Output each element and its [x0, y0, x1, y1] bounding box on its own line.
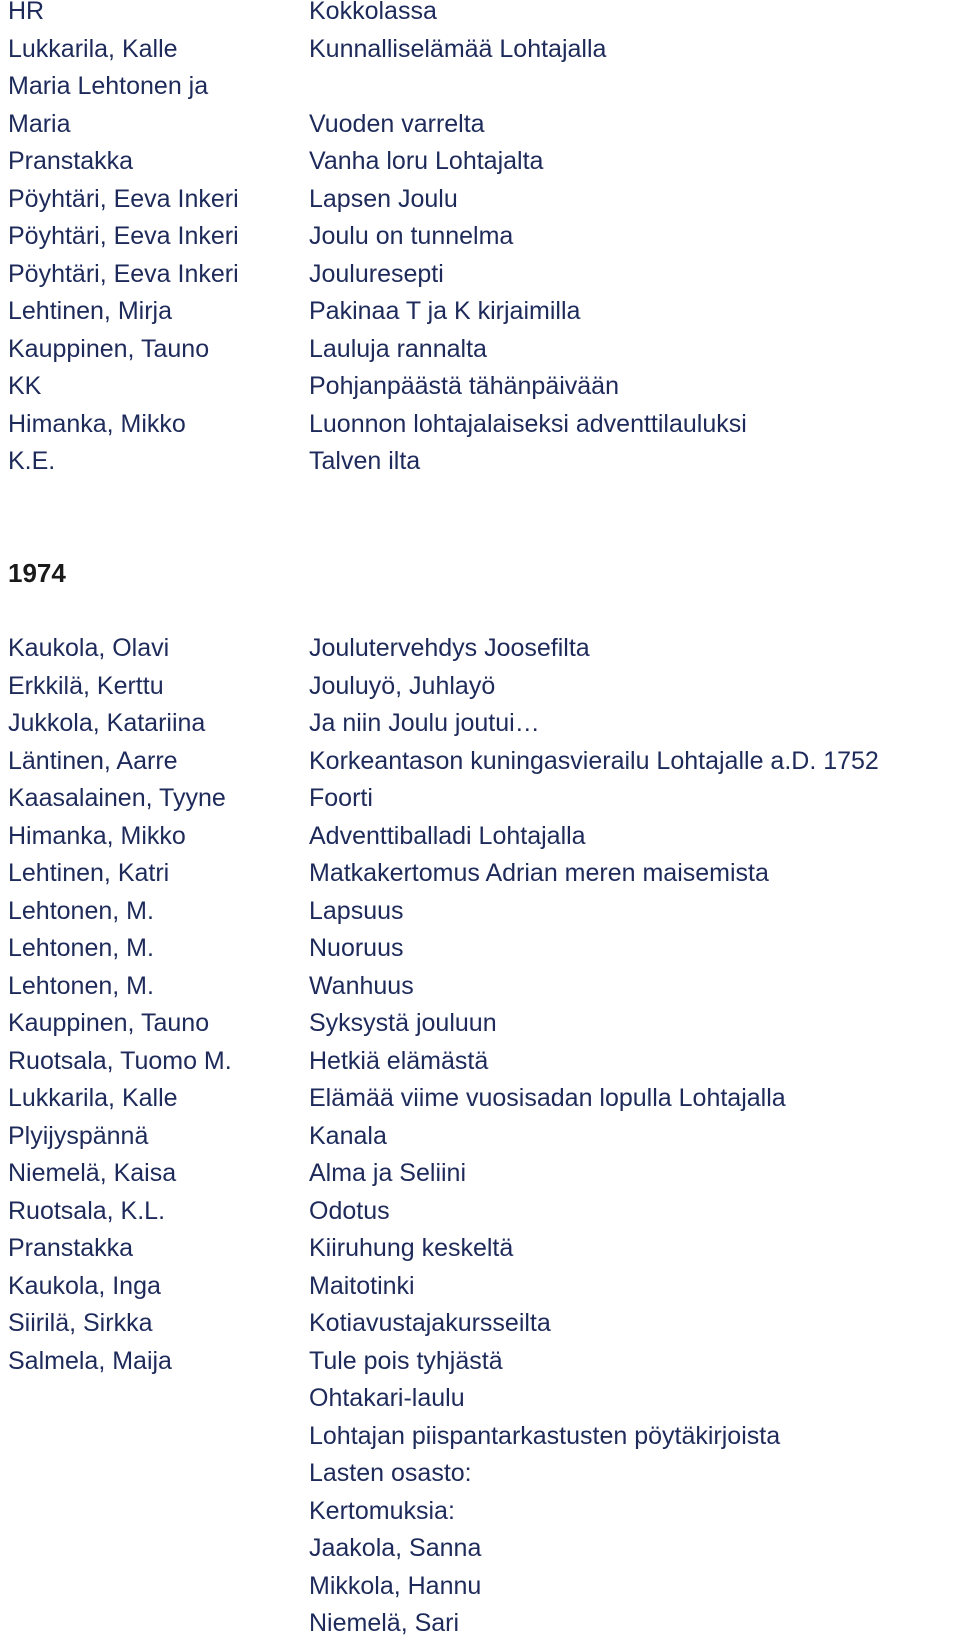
list-item — [0, 930, 960, 968]
list-item — [0, 1343, 960, 1381]
author: Erkkilä, Kerttu — [8, 671, 164, 700]
author — [0, 1530, 309, 1568]
author: Lehtonen, M. — [8, 934, 154, 962]
title: Nuoruus — [309, 934, 404, 962]
author: Pranstakka — [8, 1234, 134, 1262]
title: Pohjanpäästä tähänpäivään — [309, 372, 619, 400]
list-item — [0, 31, 960, 69]
title: Lapsuus — [309, 896, 404, 925]
list-item — [0, 1268, 960, 1306]
list-item — [0, 1605, 960, 1643]
author — [0, 1455, 309, 1493]
list-item — [0, 743, 960, 781]
title: Maitotinki — [309, 1271, 415, 1300]
author: Pöyhtäri, Eeva Inkeri — [8, 222, 239, 250]
author: Siirilä, Sirkka — [8, 1309, 153, 1337]
list-item — [0, 1230, 960, 1268]
author — [0, 1568, 309, 1606]
author — [0, 1380, 309, 1418]
list-item — [0, 406, 960, 444]
list-item — [0, 106, 960, 144]
list-item — [0, 818, 960, 856]
title: Kanala — [309, 1121, 387, 1150]
list-item — [0, 705, 960, 743]
list-item — [0, 1530, 960, 1568]
author: Ruotsala, K.L. — [8, 1196, 166, 1225]
author: Maria — [8, 109, 71, 138]
list-item — [0, 1418, 960, 1456]
title: Lasten osasto: — [309, 1459, 472, 1487]
list-item — [0, 1455, 960, 1493]
list-item — [0, 443, 960, 481]
list-item — [0, 181, 960, 219]
top-listing — [0, 0, 960, 481]
list-item — [0, 968, 960, 1006]
list-item — [0, 1043, 960, 1081]
list-item — [0, 1380, 960, 1418]
author — [0, 1418, 309, 1456]
title: Kiiruhung keskeltä — [309, 1234, 514, 1262]
author: Lukkarila, Kalle — [8, 34, 178, 63]
list-item — [0, 1193, 960, 1231]
list-item — [0, 68, 960, 106]
title: Elämää viime vuosisadan lopulla Lohtajalla — [309, 1084, 786, 1112]
list-item — [0, 855, 960, 893]
listing-1974 — [0, 630, 960, 1643]
author: Pöyhtäri, Eeva Inkeri — [8, 184, 239, 213]
list-item — [0, 630, 960, 668]
title — [309, 68, 960, 106]
list-item — [0, 1118, 960, 1156]
author: KK — [8, 372, 42, 400]
list-item — [0, 293, 960, 331]
title: Jouluyö, Juhlayö — [309, 671, 496, 700]
title: Adventtiballadi Lohtajalla — [309, 821, 586, 850]
title: Syksystä jouluun — [309, 1009, 497, 1037]
title: Jaakola, Sanna — [309, 1534, 482, 1562]
title: Kokkolassa — [309, 0, 437, 25]
author: Lehtonen, M. — [8, 971, 154, 1000]
list-item — [0, 1568, 960, 1606]
list-item — [0, 256, 960, 294]
title: Lohtajan piispantarkastusten pöytäkirjoista — [309, 1421, 781, 1450]
author: Himanka, Mikko — [8, 821, 186, 850]
title: Ja niin Joulu joutui… — [309, 709, 540, 737]
list-item — [0, 218, 960, 256]
author — [0, 1493, 309, 1531]
title: Talven ilta — [309, 447, 421, 475]
list-item — [0, 143, 960, 181]
title: Mikkola, Hannu — [309, 1571, 482, 1600]
author: Maria Lehtonen ja — [8, 72, 209, 100]
title: Joulutervehdys Joosefilta — [309, 634, 590, 662]
author: Lehtinen, Mirja — [8, 297, 172, 325]
title: Jouluresepti — [309, 259, 444, 288]
author: Kaukola, Inga — [8, 1271, 161, 1300]
title: Odotus — [309, 1196, 390, 1225]
year-heading: 1974 — [8, 558, 66, 588]
author: K.E. — [8, 447, 56, 475]
title: Kotiavustajakursseilta — [309, 1309, 551, 1337]
title: Korkeantason kuningasvierailu Lohtajalle a.D. 1752 — [309, 746, 879, 775]
author: Lukkarila, Kalle — [8, 1084, 178, 1112]
author: Pöyhtäri, Eeva Inkeri — [8, 259, 239, 288]
title: Lapsen Joulu — [309, 184, 458, 213]
title: Matkakertomus Adrian meren maisemista — [309, 859, 769, 887]
list-item — [0, 668, 960, 706]
author: HR — [8, 0, 45, 25]
list-item — [0, 893, 960, 931]
list-item — [0, 0, 960, 31]
title: Joulu on tunnelma — [309, 222, 514, 250]
author: Kauppinen, Tauno — [8, 334, 210, 363]
author: Salmela, Maija — [8, 1346, 172, 1375]
author: Niemelä, Kaisa — [8, 1159, 177, 1187]
list-item — [0, 1005, 960, 1043]
author: Jukkola, Katariina — [8, 709, 206, 737]
title: Foorti — [309, 784, 373, 812]
author: Pranstakka — [8, 147, 134, 175]
title: Tule pois tyhjästä — [309, 1346, 503, 1375]
author: Lehtinen, Katri — [8, 859, 170, 887]
title: Luonnon lohtajalaiseksi adventtilauluksi — [309, 409, 747, 438]
list-item — [0, 1493, 960, 1531]
title: Pakinaa T ja K kirjaimilla — [309, 297, 581, 325]
list-item — [0, 1155, 960, 1193]
title: Vanha loru Lohtajalta — [309, 147, 544, 175]
author: Läntinen, Aarre — [8, 746, 178, 775]
list-item — [0, 368, 960, 406]
title: Niemelä, Sari — [309, 1609, 460, 1637]
list-item — [0, 1305, 960, 1343]
author: Lehtonen, M. — [8, 896, 154, 925]
list-item — [0, 780, 960, 818]
title: Vuoden varrelta — [309, 109, 485, 138]
title: Alma ja Seliini — [309, 1159, 467, 1187]
author — [0, 1605, 309, 1643]
title: Wanhuus — [309, 971, 414, 1000]
author: Kauppinen, Tauno — [8, 1009, 210, 1037]
author: Kaasalainen, Tyyne — [8, 784, 226, 812]
author: Himanka, Mikko — [8, 409, 186, 438]
title: Lauluja rannalta — [309, 334, 487, 363]
list-item — [0, 1080, 960, 1118]
author: Plyijyspännä — [8, 1121, 149, 1150]
list-item — [0, 331, 960, 369]
author: Ruotsala, Tuomo M. — [8, 1046, 232, 1075]
author: Kaukola, Olavi — [8, 634, 170, 662]
title: Kunnalliselämää Lohtajalla — [309, 34, 607, 63]
title: Hetkiä elämästä — [309, 1046, 489, 1075]
title: Ohtakari-laulu — [309, 1384, 465, 1412]
title: Kertomuksia: — [309, 1496, 455, 1525]
